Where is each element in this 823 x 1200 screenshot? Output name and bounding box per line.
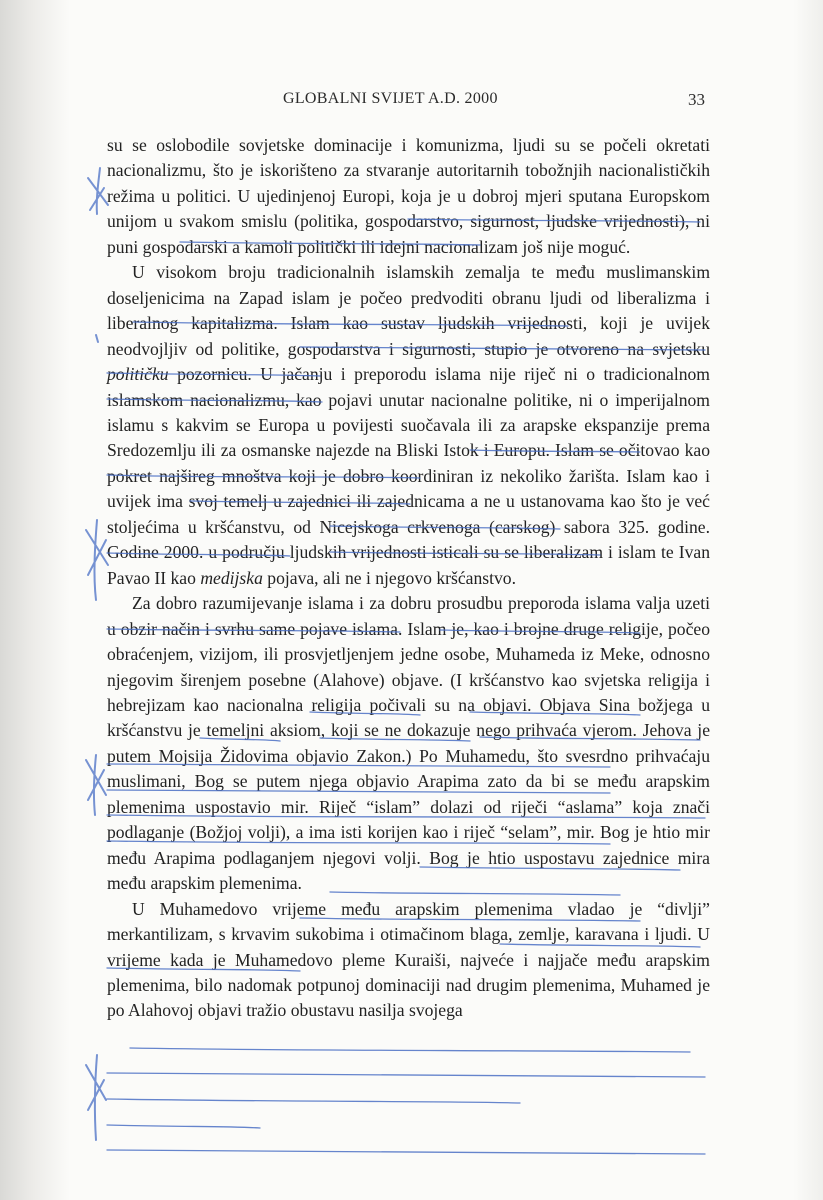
paragraph-1 <box>107 133 710 260</box>
paragraph-2 <box>107 260 710 591</box>
underline-26 <box>107 1099 520 1103</box>
page-gutter-shadow <box>0 0 70 1200</box>
paragraph-2-text-end: pojava, ali ne i njegovo kršćanstvo. <box>267 567 516 588</box>
margin-mark-2 <box>96 335 98 342</box>
paragraph-2-text-cont: pozornicu. U jačanju i preporodu islama nije riječ ni o tradicionalnom islamskom nacionalizmu, kao pojavi unutar nacionalne politike, ni o imperijalnom islamu s kakvim se Europa u povijesti suočavala ili za arapske ekspanzije prema Sredozemlju ili za osmanske najezde na Bliski Istok i Europu. Islam se očitovao kao pokret najšireg mnoštva koji je dobro koordiniran iz nekoliko žarišta. Islam kao i uvijek ima svoj temelj u zajednici ili zajednicama a ne u ustanovama kao što je već stoljećima u kršćanstvu, od Nicejskoga crkvenoga (carskog) sabora 325. godine. Godine 2000. u području ljudskih vrijednosti isticali su se liberalizam i islam te Ivan Pavao II kao <box>107 364 710 588</box>
paragraph-4 <box>107 897 710 1024</box>
paragraph-3-text: Za dobro razumijevanje islama i za dobru prosudbu preporoda islama valja uzeti u obzir način i svrhu same pojave islama. Islam je, kao i brojne druge religije, počeo obraćenjem, vizijom, ili prosvjetljenjem jedne osobe, Muhameda iz Meke, odnosno njegovim širenjem posebne (Alahove) objave. (I kršćanstvo kao svjetska religija i hebrejizam kao nacionalna religija počivali su na objavi. Objava Sina božjega u kršćanstvu je temeljni aksiom, koji se ne dokazuje nego prihvaća vjerom. Jehova je putem Mojsija Židovima objavio Zakon.) Po Muhamedu, što svesrdno prihvaćaju muslimani, Bog se putem njega objavio Arapima zato da bi se među arapskim plemenima uspostavio mir. Riječ “islam” dolazi od riječi “aslama” koja znači podlaganje (Božjoj volji), a ima isti korijen kao i riječ “selam”, mir. Bog je htio mir među Arapima podlaganjem njegovi volji. Bog je htio uspostavu zajednice mira među arapskim plemenima. <box>107 593 710 894</box>
italic-term-politicku: političku <box>107 364 169 385</box>
page-number: 33 <box>688 90 705 109</box>
italic-term-medijska: medijska <box>200 567 263 588</box>
page-header <box>0 90 823 114</box>
paragraph-3 <box>107 591 710 896</box>
body-text <box>107 133 710 1024</box>
underline-25 <box>107 1073 705 1077</box>
paragraph-2-text: U visokom broju tradicionalnih islamskih zemalja te među muslimanskim doseljenicima na Zapad islam je počeo predvoditi obranu ljudi od liberalizma i liberalnog kapitalizma. Islam kao sustav ljudskih vrijednosti, koji je uvijek neodvojljiv od politike, gospodarstva i sigurnosti, stupio je otvoreno na svjetsku <box>107 262 710 359</box>
page-edge-shadow <box>793 0 823 1200</box>
running-title: GLOBALNI SVIJET A.D. 2000 <box>283 90 498 107</box>
margin-mark-4 <box>86 755 106 815</box>
margin-mark-3 <box>86 520 108 600</box>
underline-24 <box>130 1048 690 1052</box>
paragraph-1-text: su se oslobodile sovjetske dominacije i komunizma, ljudi su se počeli okretati nacionalizmu, što je iskorišteno za stvaranje autoritarnih tobožnjih nacionalističkih režima u politici. U ujedinjenoj Europi, koja je u dobroj mjeri sputana Europskom unijom u svakom smislu (politika, gospodarstvo, sigurnost, ljudske vrijednosti), ni puni gospodarski a kamoli politički ili idejni nacionalizam još nije moguć. <box>107 135 710 257</box>
margin-mark-1 <box>88 168 108 214</box>
margin-mark-5 <box>86 1055 106 1140</box>
underline-28 <box>107 1150 705 1154</box>
paragraph-4-text: U Muhamedovo vrijeme među arapskim plemenima vladao je “divlji” merkantilizam, s krvavim sukobima i otimačinom blaga, zemlje, karavana i ljudi. U vrijeme kada je Muhamedovo pleme Kuraiši, najveće i najjače među arapskim plemenima, bilo nadomak potpunoj dominaciji nad drugim plemenima, Muhamed je po Alahovoj objavi tražio obustavu nasilja svojega <box>107 898 710 1021</box>
underline-27 <box>107 1125 260 1128</box>
